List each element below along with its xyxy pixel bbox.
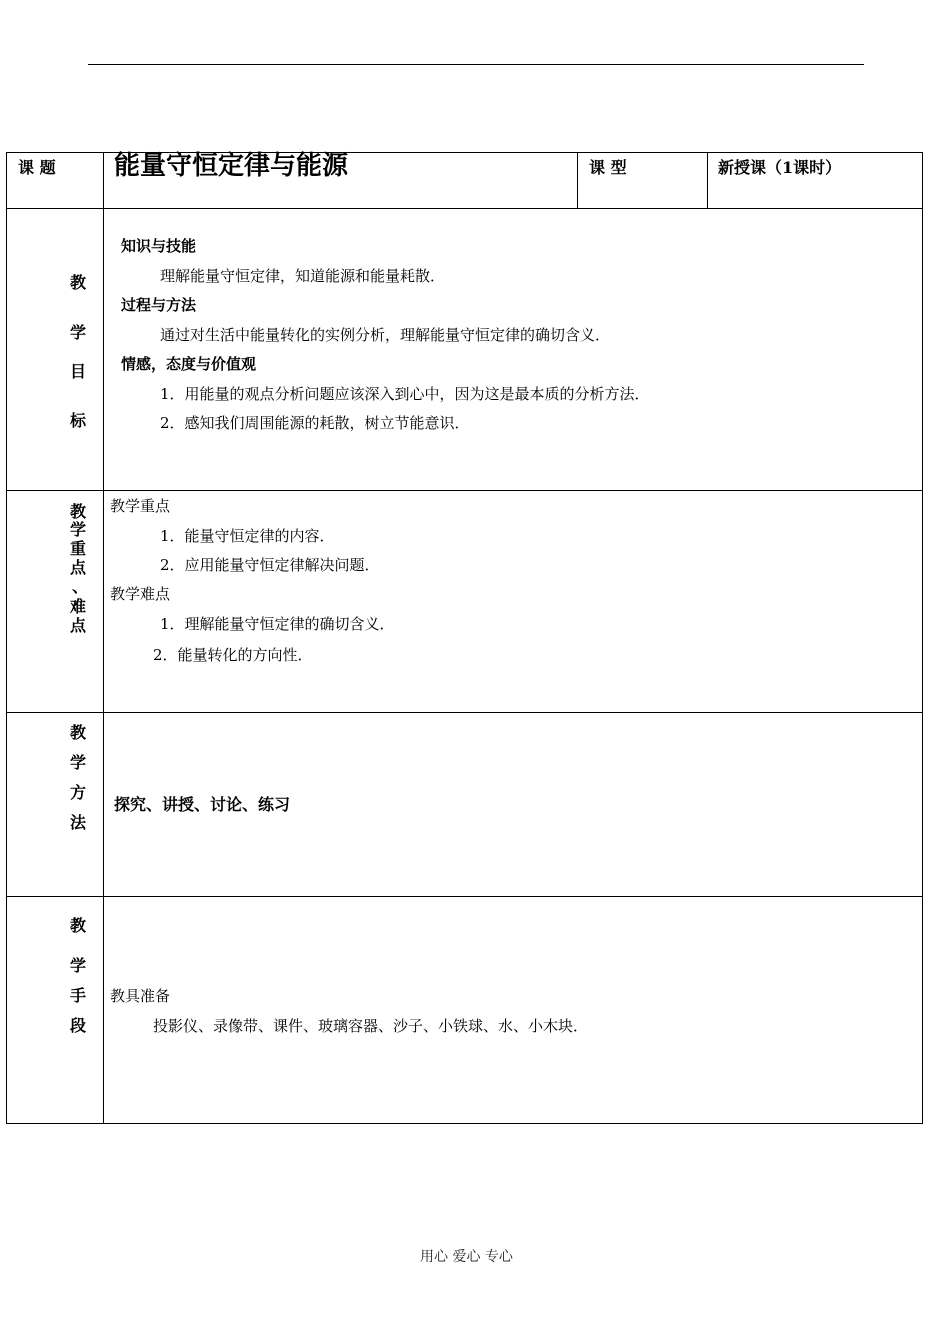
process-text: 通过对生活中能量转化的实例分析，理解能量守恒定律的确切含义． — [160, 326, 611, 344]
row-divider-3 — [6, 712, 923, 713]
difficulty-heading: 教学难点 — [110, 585, 171, 603]
means-text: 投影仪、录像带、课件、玻璃容器、沙子、小铁球、水、小木块． — [153, 1017, 589, 1035]
keypoints-label-7: 点 — [70, 616, 87, 635]
method-label-3: 方 — [70, 783, 87, 802]
method-text: 探究、讲授、讨论、练习 — [114, 795, 291, 814]
type-value: 新授课（1课时） — [718, 158, 842, 177]
objectives-label-3: 目 — [70, 362, 87, 381]
method-label-1: 教 — [70, 723, 87, 742]
knowledge-text: 理解能量守恒定律，知道能源和能量耗散． — [160, 267, 446, 285]
column-divider-header-1 — [577, 152, 578, 208]
objectives-label-4: 标 — [70, 411, 87, 430]
difficulty-item-2: 2．能量转化的方向性． — [153, 646, 313, 664]
keypoints-label-6: 难 — [70, 597, 87, 616]
keypoints-label-2: 学 — [70, 520, 87, 539]
row-divider-4 — [6, 896, 923, 897]
means-label-4: 段 — [70, 1016, 87, 1035]
keypoints-label-3: 重 — [70, 539, 87, 558]
method-label-2: 学 — [70, 753, 87, 772]
knowledge-heading: 知识与技能 — [121, 237, 197, 255]
means-label-2: 学 — [70, 956, 87, 975]
column-divider-label — [103, 152, 104, 1124]
type-label: 课 型 — [589, 158, 627, 177]
difficulty-item-1: 1．理解能量守恒定律的确切含义． — [160, 615, 395, 633]
emotion-item-2: 2．感知我们周围能源的耗散，树立节能意识． — [160, 414, 470, 432]
top-rule — [88, 64, 864, 65]
keypoints-label-4: 点 — [70, 558, 87, 577]
objectives-label-2: 学 — [70, 323, 87, 342]
column-divider-header-2 — [707, 152, 708, 208]
key-item-2: 2．应用能量守恒定律解决问题． — [160, 556, 380, 574]
page-footer: 用心 爱心 专心 — [420, 1249, 513, 1265]
key-item-1: 1．能量守恒定律的内容． — [160, 527, 335, 545]
emotion-item-1: 1．用能量的观点分析问题应该深入到心中，因为这是最本质的分析方法． — [160, 385, 650, 403]
topic-label: 课 题 — [18, 158, 56, 177]
keypoints-label-1: 教 — [70, 502, 87, 521]
row-divider-1 — [6, 208, 923, 209]
means-label-3: 手 — [70, 986, 87, 1005]
means-heading: 教具准备 — [110, 987, 171, 1005]
key-heading: 教学重点 — [110, 497, 171, 515]
keypoints-label-5: 、 — [72, 577, 89, 596]
emotion-heading: 情感，态度与价值观 — [121, 355, 257, 373]
objectives-label-1: 教 — [70, 273, 87, 292]
row-divider-2 — [6, 490, 923, 491]
lesson-title: 能量守恒定律与能源 — [114, 151, 349, 181]
method-label-4: 法 — [70, 813, 87, 832]
means-label-1: 教 — [70, 916, 87, 935]
process-heading: 过程与方法 — [121, 296, 197, 314]
